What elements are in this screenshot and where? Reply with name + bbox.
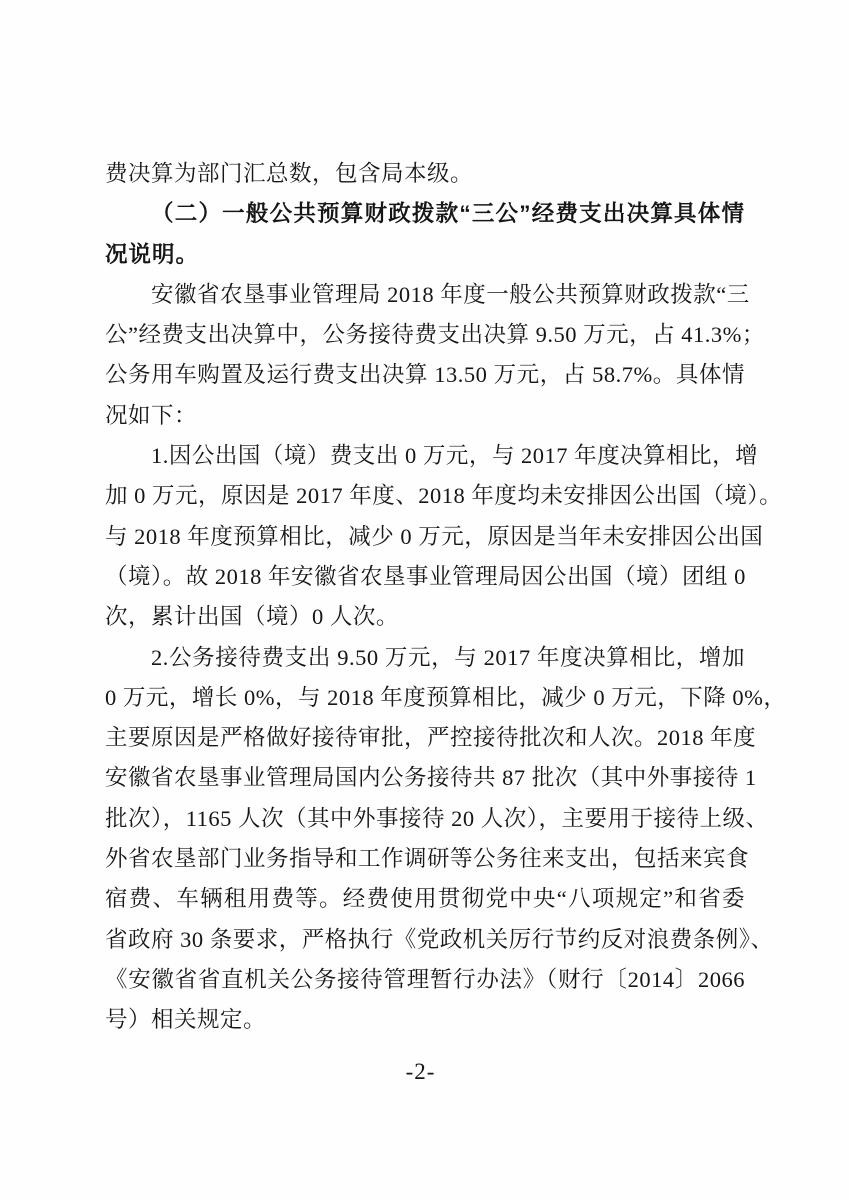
text-line: 省政府 30 条要求，严格执行《党政机关厉行节约反对浪费条例》、: [105, 926, 774, 952]
text-line: 外省农垦部门业务指导和工作调研等公务往来支出，包括来宾食: [105, 846, 750, 872]
text-line: 宿费、车辆租用费等。经费使用贯彻党中央“八项规定”和省委: [105, 886, 745, 912]
text-line: 费决算为部门汇总数，包含局本级。: [105, 161, 474, 186]
text-line: 次，累计出国（境）0 人次。: [105, 604, 399, 630]
document-body: [105, 154, 787, 1041]
text-line: 公务用车购置及运行费支出决算 13.50 万元，占 58.7%。具体情: [105, 362, 745, 388]
text-line: 2.公务接待费支出 9.50 万元，与 2017 年度决算相比，增加: [151, 644, 745, 670]
text-line: （二）一般公共预算财政拨款“三公”经费支出决算具体情: [151, 201, 745, 227]
text-line: 主要原因是严格做好接待审批，严控接待批次和人次。2018 年度: [105, 725, 757, 751]
paragraph-overview: [105, 275, 765, 436]
text-line: 0 万元，增长 0%，与 2018 年度预算相比，减少 0 万元，下降 0%，: [105, 684, 787, 710]
text-line: 安徽省农垦事业管理局国内公务接待共 87 批次（其中外事接待 1: [105, 765, 757, 791]
text-line: 批次），1165 人次（其中外事接待 20 人次），主要用于接待上级、: [105, 805, 769, 831]
paragraph-section-heading: [105, 194, 745, 275]
paragraph-continuation: [105, 154, 745, 194]
text-line: 《安徽省省直机关公务接待管理暂行办法》（财行〔2014〕2066: [105, 966, 745, 992]
text-line: 加 0 万元，原因是 2017 年度、2018 年度均未安排因公出国（境）。: [105, 483, 783, 509]
text-line: （境）。故 2018 年安徽省农垦事业管理局因公出国（境）团组 0: [105, 563, 746, 589]
text-line: 1.因公出国（境）费支出 0 万元，与 2017 年度决算相比，增: [151, 443, 759, 469]
text-line: 与 2018 年度预算相比，减少 0 万元，原因是当年未安排因公出国: [105, 523, 764, 549]
paragraph-item-2-reception-expenses: [105, 638, 787, 1041]
text-line: 况如下：: [105, 402, 198, 428]
paragraph-item-1-abroad-expenses: [105, 436, 783, 637]
text-line: 安徽省农垦事业管理局 2018 年度一般公共预算财政拨款“三: [151, 281, 750, 307]
text-line: 况说明。: [105, 241, 200, 267]
page-number: -2-: [405, 1059, 436, 1084]
text-line: 号）相关规定。: [105, 1007, 267, 1033]
text-line: 公”经费支出决算中，公务接待费支出决算 9.50 万元，占 41.3%；: [105, 322, 765, 348]
